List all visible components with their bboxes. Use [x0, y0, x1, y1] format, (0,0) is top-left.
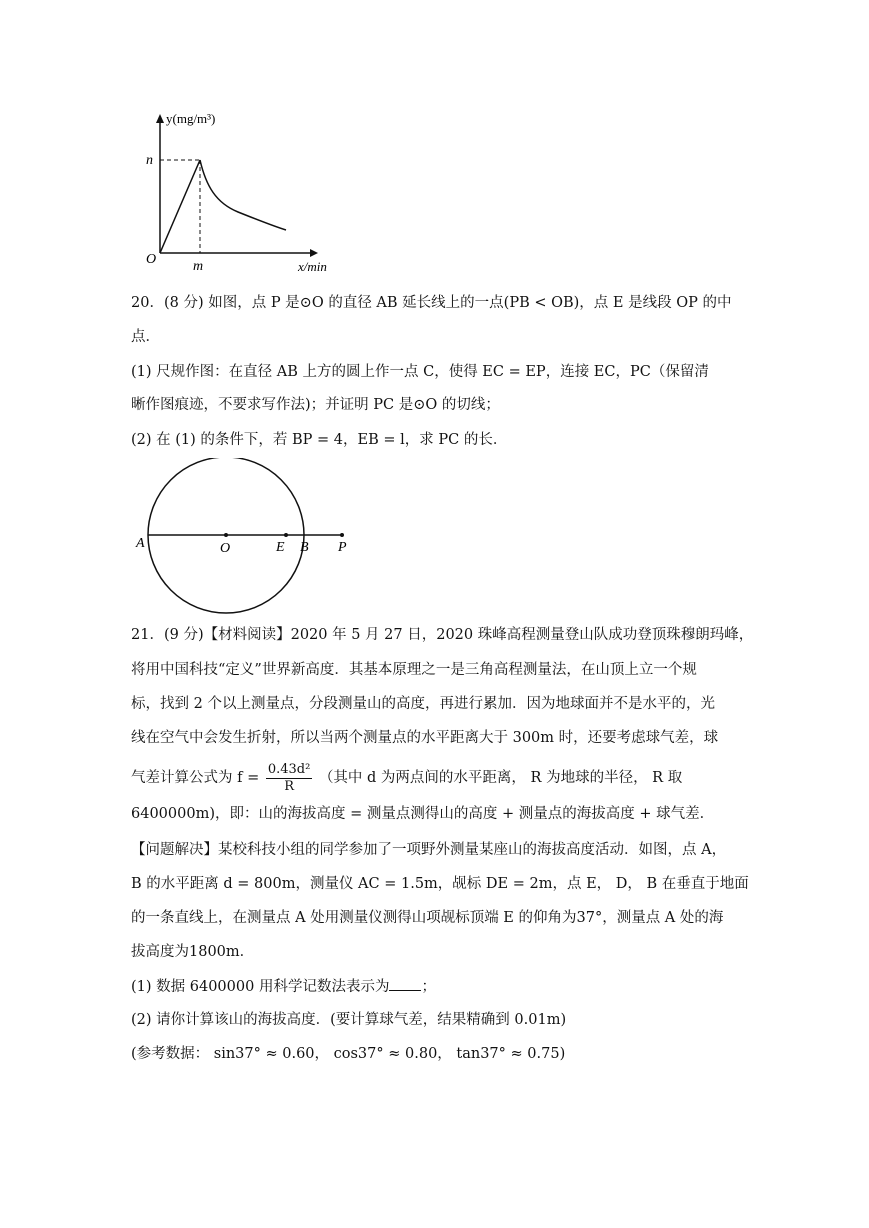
- q20-line1: 20．(8 分) 如图，点 P 是⊙O 的直径 AB 延长线上的一点(PB < OB)，点 E 是线段 OP 的中: [131, 295, 732, 311]
- y-axis-label: y(mg/m³): [166, 111, 216, 126]
- q21-part2: (2) 请你计算该山的海拔高度．(要计算球气差，结果精确到 0.01m): [131, 1012, 567, 1028]
- answer-blank: [389, 976, 421, 991]
- q21-line1: 21．(9 分)【材料阅读】2020 年 5 月 27 日，2020 珠峰高程测量登山队成功登顶珠穆朗玛峰，: [131, 627, 754, 643]
- peak-x-label: m: [193, 259, 204, 274]
- q20-part1-line2: 晰作图痕迹，不要求写作法)；并证明 PC 是⊙O 的切线；: [131, 397, 500, 413]
- q20-line2: 点．: [131, 329, 160, 345]
- q21-line9: 的一条直线上，在测量点 A 处用测量仪测得山项觇标顶端 E 的仰角为37°，测量点 A 处的海: [131, 910, 724, 926]
- peak-y-label: n: [146, 153, 153, 168]
- q21-line4: 线在空气中会发生折射，所以当两个测量点的水平距离大于 300m 时，还要考虑球气差，球: [131, 730, 719, 746]
- q21-line8: B 的水平距离 d = 800m，测量仪 AC = 1.5m，觇标 DE = 2m，点 E， D， B 在垂直于地面: [131, 876, 749, 892]
- q21-part1-end: ；: [421, 979, 436, 995]
- q21-line5-before: 气差计算公式为 f =: [131, 770, 260, 786]
- label-o: O: [220, 541, 231, 556]
- decay-curve: [200, 160, 286, 230]
- x-axis-label: x/min: [298, 259, 327, 274]
- formula-denominator: R: [284, 778, 294, 794]
- rising-segment: [160, 160, 200, 253]
- q21-line3: 标，找到 2 个以上测量点，分段测量山的高度，再进行累加．因为地球面并不是水平的，光: [131, 696, 715, 712]
- q20-part1-line1: (1) 尺规作图：在直径 AB 上方的圆上作一点 C，使得 EC = EP，连接 EC，PC（保留清: [131, 364, 709, 380]
- q21-part1: [131, 976, 436, 997]
- label-e: E: [276, 540, 285, 555]
- q21-part1-text: (1) 数据 6400000 用科学记数法表示为: [131, 979, 390, 995]
- origin-label: O: [146, 252, 157, 267]
- concentration-graph: [128, 108, 348, 278]
- formula-numerator: 0.43d²: [267, 761, 311, 777]
- point-o: [224, 533, 228, 537]
- q20-part2: (2) 在 (1) 的条件下，若 BP = 4，EB = l，求 PC 的长．: [131, 432, 508, 448]
- q21-line10: 拔高度为1800m．: [131, 944, 255, 960]
- y-axis-arrow: [156, 114, 164, 123]
- q21-ref: (参考数据： sin37° ≈ 0.60， cos37° ≈ 0.80， tan37° ≈ 0.75): [131, 1046, 566, 1062]
- label-b: B: [300, 540, 309, 555]
- q21-line5: [131, 758, 682, 798]
- point-p: [340, 533, 344, 537]
- circle-figure: [128, 458, 368, 618]
- q21-line2: 将用中国科技“定义”世界新高度．其基本原理之一是三角高程测量法，在山顶上立一个规: [131, 662, 697, 678]
- x-axis-arrow: [310, 249, 318, 257]
- q21-line6: 6400000m)，即：山的海拔高度 = 测量点测得山的高度 + 测量点的海拔高度 + 球气差．: [131, 806, 715, 822]
- point-e: [284, 533, 288, 537]
- sphere-error-formula: [266, 762, 312, 795]
- label-p: P: [338, 540, 347, 555]
- label-a: A: [136, 536, 145, 551]
- q21-line5-after: （其中 d 为两点间的水平距离， R 为地球的半径， R 取: [318, 770, 683, 786]
- q21-line7: 【问题解决】某校科技小组的同学参加了一项野外测量某座山的海拔高度活动．如图，点 A，: [131, 842, 727, 858]
